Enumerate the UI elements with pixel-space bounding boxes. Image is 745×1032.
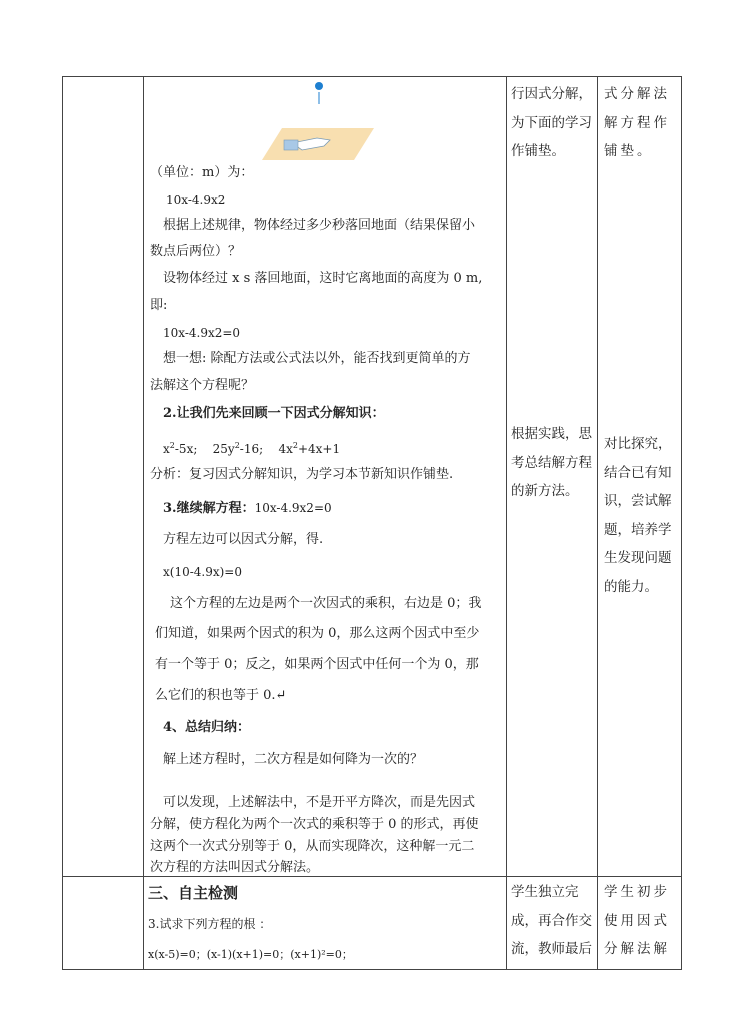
- self-check-equations: x(x-5)=0；(x-1)(x+1)=0；(x+1)²=0；: [148, 948, 353, 961]
- review-examples: $x^2-5x$; $25y^2-16$; $4x^2+4x+1$: [163, 441, 341, 456]
- explain-line-3: 有一个等于 0；反之，如果两个因式中任何一个为 0，那: [155, 657, 479, 672]
- column-divider-3: [597, 77, 598, 969]
- column-divider-1: [143, 77, 144, 969]
- summary-line-1: 可以发现，上述解法中，不是开平方降次，而是先因式: [163, 795, 476, 810]
- col3-note-middle: 根据实践，思考总结解方程的新方法。: [511, 426, 592, 499]
- continue-line: 3.继续解方程：10x-4.9x2=0: [163, 501, 332, 516]
- analysis-line: 分析：复习因式分解知识，为学习本节新知识作铺垫.: [150, 467, 454, 482]
- explain-line-4: 么它们的积也等于 0.↵: [155, 688, 287, 703]
- sleeve-icon: [284, 140, 298, 150]
- question-line-2: 数点后两位）？: [150, 244, 242, 259]
- unit-line: （单位：m）为：: [150, 165, 254, 180]
- column-divider-2: [506, 77, 507, 969]
- question-line-1: 根据上述规律，物体经过多少秒落回地面（结果保留小: [163, 218, 476, 233]
- col4-note-middle: 对比探究，结合已有知识，尝试解题，培养学生发现问题的能力。: [604, 436, 672, 595]
- ball-throw-illustration: [262, 80, 377, 160]
- summary-question: 解上述方程时，二次方程是如何降为一次的？: [163, 752, 424, 767]
- factor-text: 方程左边可以因式分解，得.: [163, 532, 324, 547]
- assume-line-1: 设物体经过 x s 落回地面，这时它离地面的高度为 0 m,: [163, 271, 483, 286]
- explain-line-1: 这个方程的左边是两个一次因式的乘积，右边是 0；我: [170, 596, 482, 611]
- summary-line-2: 分解，使方程化为两个一次式的乘积等于 0 的形式，再使: [150, 817, 479, 832]
- col4-note-bottom: 学生初步使用因式分解法解: [604, 884, 670, 957]
- assume-line-2: 即:: [150, 298, 168, 313]
- col4-note-top: 式分解法解方程作铺垫。: [604, 86, 670, 159]
- formula-equation: 10x-4.9x2=0: [163, 326, 241, 340]
- summary-line-4: 次方程的方法叫因式分解法。: [150, 860, 320, 875]
- col3-note-top: 行因式分解，为下面的学习作铺垫。: [511, 86, 592, 159]
- col3-note-bottom: 学生独立完成，再合作交流，教师最后: [511, 884, 592, 957]
- summary-title: 4、总结归纳：: [163, 720, 251, 735]
- lesson-table: [62, 76, 682, 970]
- explain-line-2: 们知道，如果两个因式的积为 0，那么这两个因式中至少: [155, 626, 480, 641]
- think-line-2: 法解这个方程呢？: [150, 378, 255, 393]
- think-line-1: 想一想: 除配方法或公式法以外，能否找到更简单的方: [163, 351, 471, 366]
- factor-equation: x(10-4.9x)=0: [163, 565, 242, 579]
- summary-line-3: 这两个一次式分别等于 0，从而实现降次，这种解一元二: [150, 839, 475, 854]
- self-check-question: 3.试求下列方程的根 ：: [148, 917, 272, 931]
- formula-height: 10x-4.9x2: [166, 193, 226, 207]
- ball-icon: [315, 82, 323, 90]
- section-title-self-check: 三、自主检测: [148, 884, 239, 902]
- review-title: 2.让我们先来回顾一下因式分解知识：: [163, 406, 385, 421]
